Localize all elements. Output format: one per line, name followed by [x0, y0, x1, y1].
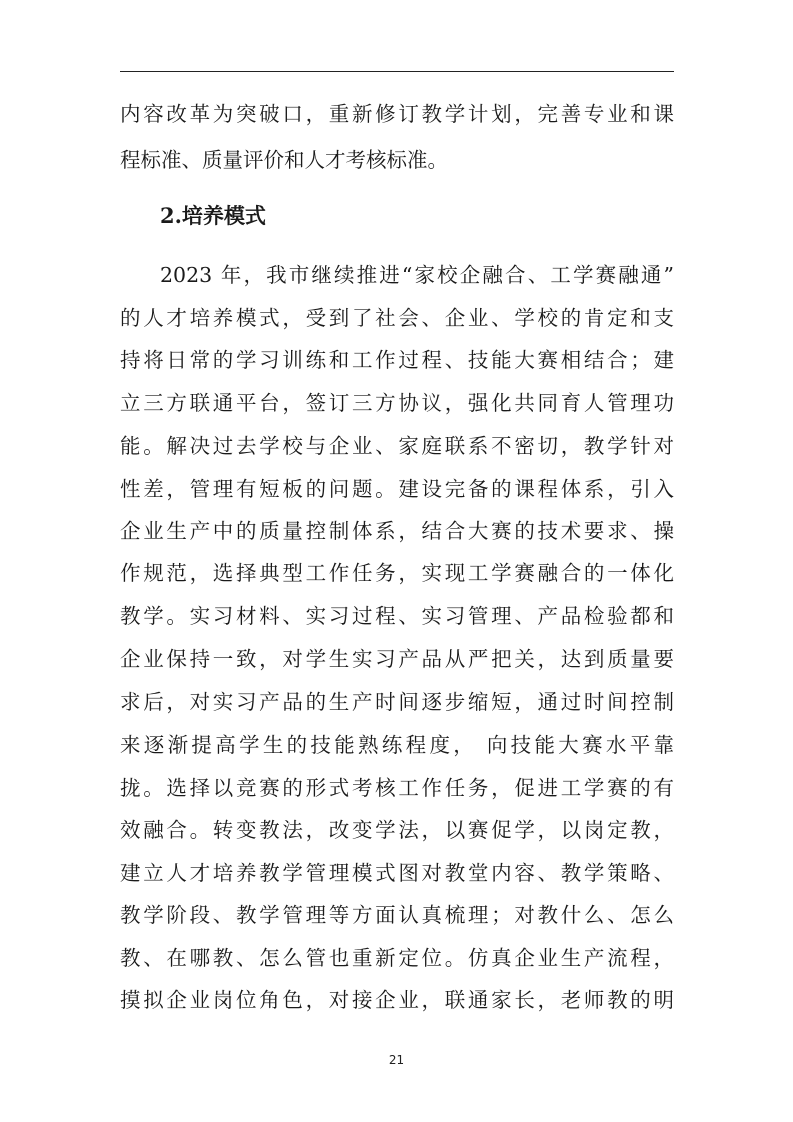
- body-line-6: 性差，管理有短板的问题。建设完备的课程体系，引入: [120, 477, 674, 501]
- body-line-7: 企业生产中的质量控制体系，结合大赛的技术要求、操: [120, 519, 674, 543]
- body-line-15: 建立人才培养教学管理模式图对教堂内容、教学策略、: [120, 861, 674, 885]
- body-line-18: 摸拟企业岗位角色，对接企业，联通家长，老师教的明: [120, 988, 674, 1012]
- body-line-17: 教、在哪教、怎么管也重新定位。仿真企业生产流程，: [120, 946, 674, 970]
- body-line-14: 效融合。转变教法，改变学法，以赛促学，以岗定教，: [120, 818, 674, 842]
- body-line-10: 企业保持一致，对学生实习产品从严把关，达到质量要: [120, 647, 674, 671]
- body-line-13: 拢。选择以竞赛的形式考核工作任务，促进工学赛的有: [120, 776, 674, 800]
- body-line-12: 来逐渐提高学生的技能熟练程度， 向技能大赛水平靠: [120, 733, 674, 757]
- body-line-3: 持将日常的学习训练和工作过程、技能大赛相结合；建: [120, 348, 674, 372]
- body-line-1: 2023 年，我市继续推进“家校企融合、工学赛融通”: [160, 263, 674, 287]
- body-line-16: 教学阶段、教学管理等方面认真梳理；对教什么、怎么: [120, 903, 674, 927]
- body-line-9: 教学。实习材料、实习过程、实习管理、产品检验都和: [120, 604, 674, 628]
- body-line-11: 求后，对实习产品的生产时间逐步缩短，通过时间控制: [120, 690, 674, 714]
- body-line-4: 立三方联通平台，签订三方协议，强化共同育人管理功: [120, 391, 674, 415]
- intro-line-2: 程标准、质量评价和人才考核标准。: [120, 148, 448, 172]
- intro-line-1: 内容改革为突破口，重新修订教学计划，完善专业和课: [120, 102, 674, 126]
- page-number: 21: [388, 1053, 405, 1067]
- header-rule: [120, 71, 674, 72]
- body-line-2: 的人才培养模式，受到了社会、企业、学校的肯定和支: [120, 306, 674, 330]
- body-line-8: 作规范，选择典型工作任务，实现工学赛融合的一体化: [120, 561, 674, 585]
- body-line-5: 能。解决过去学校与企业、家庭联系不密切，教学针对: [120, 434, 674, 458]
- section-heading: 2.培养模式: [160, 203, 266, 228]
